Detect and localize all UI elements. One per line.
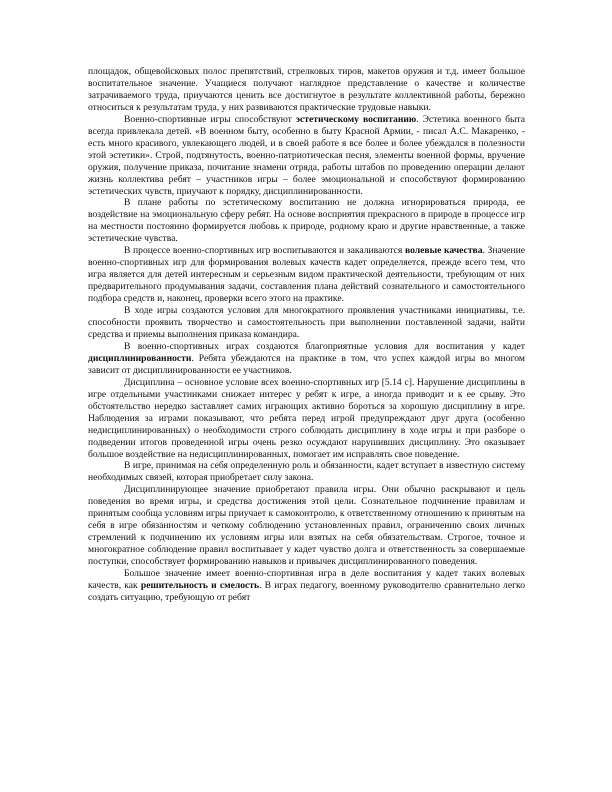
- paragraph: [88, 197, 525, 245]
- paragraph-text: . В играх педагогу, военному руководителю сравнительно легко создать ситуацию, требующую от ребят: [88, 579, 525, 603]
- paragraph-text: В военно-спортивных играх создаются благоприятные условия для воспитания у кадет: [124, 340, 525, 352]
- bold-term: дисциплинированности: [88, 352, 192, 364]
- paragraph: [88, 484, 525, 568]
- paragraph-text: Большое значение имеет военно-спортивная игра в деле воспитания у кадет таких волевых качеств, как: [88, 568, 525, 591]
- paragraph-text: площадок, общевойсковых полос препятствий, стрелковых тиров, макетов оружия и т.д. имеет большое воспитательное значение. Учащиеся получают наглядное представление о качестве и количестве затрачиваемого труда, приучаются ценить все достигнутое в результате коллективной работы, бережно относиться к результатам труда, у них развиваются практические трудовые навыки.: [88, 66, 525, 113]
- paragraph-text: . Эстетика военного быта всегда привлекала детей. «В военном быту, особенно в быту Красной Армии, - писал А.С. Макаренко, - есть много красивого, увлекающего людей, и в своей работе я все более и более убеждался в полезности этой эстетики». Строй, подтянутость, военно-патриотическая песня, элементы военной формы, вручение оружия, получение приказа, почитание знамени отряда, работы штабов по проведению операции делают жизнь коллектива ребят – участников игры – более эмоциональной и способствуют формированию эстетических чувств, приучают к порядку, дисциплинированности.: [88, 113, 525, 197]
- bold-term: решительность и смелость: [140, 579, 260, 591]
- document-page: [88, 66, 525, 604]
- paragraph-text: В игре, принимая на себя определенную роль и обязанности, кадет вступает в известную систему необходимых связей, которая приобретает силу закона.: [88, 460, 525, 484]
- paragraph-text: В процессе военно-спортивных игр воспитываются и закаливаются: [124, 245, 405, 257]
- paragraph-text: Дисциплина – основное условие всех военно-спортивных игр [5.14 с]. Нарушение дисциплины в игре отдельными участниками снижает интерес у ребят к игре, а иногда приводит и к ее срыву. Это обстоятельство нередко заставляет самих играющих активно бороться за хорошую дисциплину в игре. Наблюдения за играми показывают, что ребята перед игрой предупреждают друг друга (особенно недисциплинированных) о необходимости строго соблюдать дисциплину в ходе игры и при разборе о подведении итогов проведенной игры очень резко осуждают нарушивших дисциплину. Это оказывает большое воздействие на недисциплинированных, помогает им исправлять свое поведение.: [88, 376, 525, 460]
- paragraph-aesthetic-education: [88, 114, 525, 198]
- paragraph-resoluteness: [88, 568, 525, 604]
- paragraph-text: . Ребята убеждаются на практике в том, что успех каждой игры во многом зависит от дисциплинированности ее участников.: [88, 352, 525, 376]
- paragraph-text: В плане работы по эстетическому воспитанию не должна игнорироваться природа, ее воздействие на эмоциональную сферу ребят. На основе восприятия прекрасного в природе в процессе игр на местности постоянно формируется любовь к природе, родному краю и другие нравственные, а также эстетические чувства.: [88, 197, 525, 245]
- paragraph: [88, 377, 525, 461]
- paragraph-text: Дисциплинирующее значение приобретают правила игры. Они обычно раскрывают и цель поведения во время игры, и средства достижения этой цели. Сознательное подчинение правилам и принятым сообща условиям игры приучает к самоконтролю, к ответственному отношению к принятым на себя в игре обязанностям и четкому соблюдению установленных правил, ограничению своих личных стремлений к подчинению их условиям игры или взятых на себя обязательствам. Строгое, точное и многократное соблюдение правил воспитывает у кадет чувство долга и ответственность за совершаемые поступки, способствует формированию навыков и привычек дисциплинированного поведения.: [88, 484, 525, 568]
- paragraph: [88, 460, 525, 484]
- bold-term: эстетическому воспитанию: [295, 113, 417, 125]
- paragraph-discipline: [88, 341, 525, 377]
- paragraph-text: Военно-спортивные игры способствуют: [124, 113, 296, 125]
- paragraph-text: . Значение военно-спортивных игр для формирования волевых качеств кадет определяется, прежде всего тем, что игра является для детей интересным и серьезным видом практической деятельности, требующим от них предварительного продумывания задачи, составления плана действий сознательного и самостоятельного подбора средств и, наконец, проверки всего этого на практике.: [88, 245, 525, 305]
- paragraph-text: В ходе игры создаются условия для многократного проявления участниками инициативы, т.е. способности проявить творчество и самостоятельность при выполнении поставленной задачи, найти средства и приемы выполнения приказа командира.: [88, 305, 525, 340]
- paragraph: [88, 66, 525, 114]
- paragraph-will-qualities: [88, 245, 525, 305]
- bold-term: волевые качества: [404, 245, 483, 257]
- paragraph: [88, 305, 525, 341]
